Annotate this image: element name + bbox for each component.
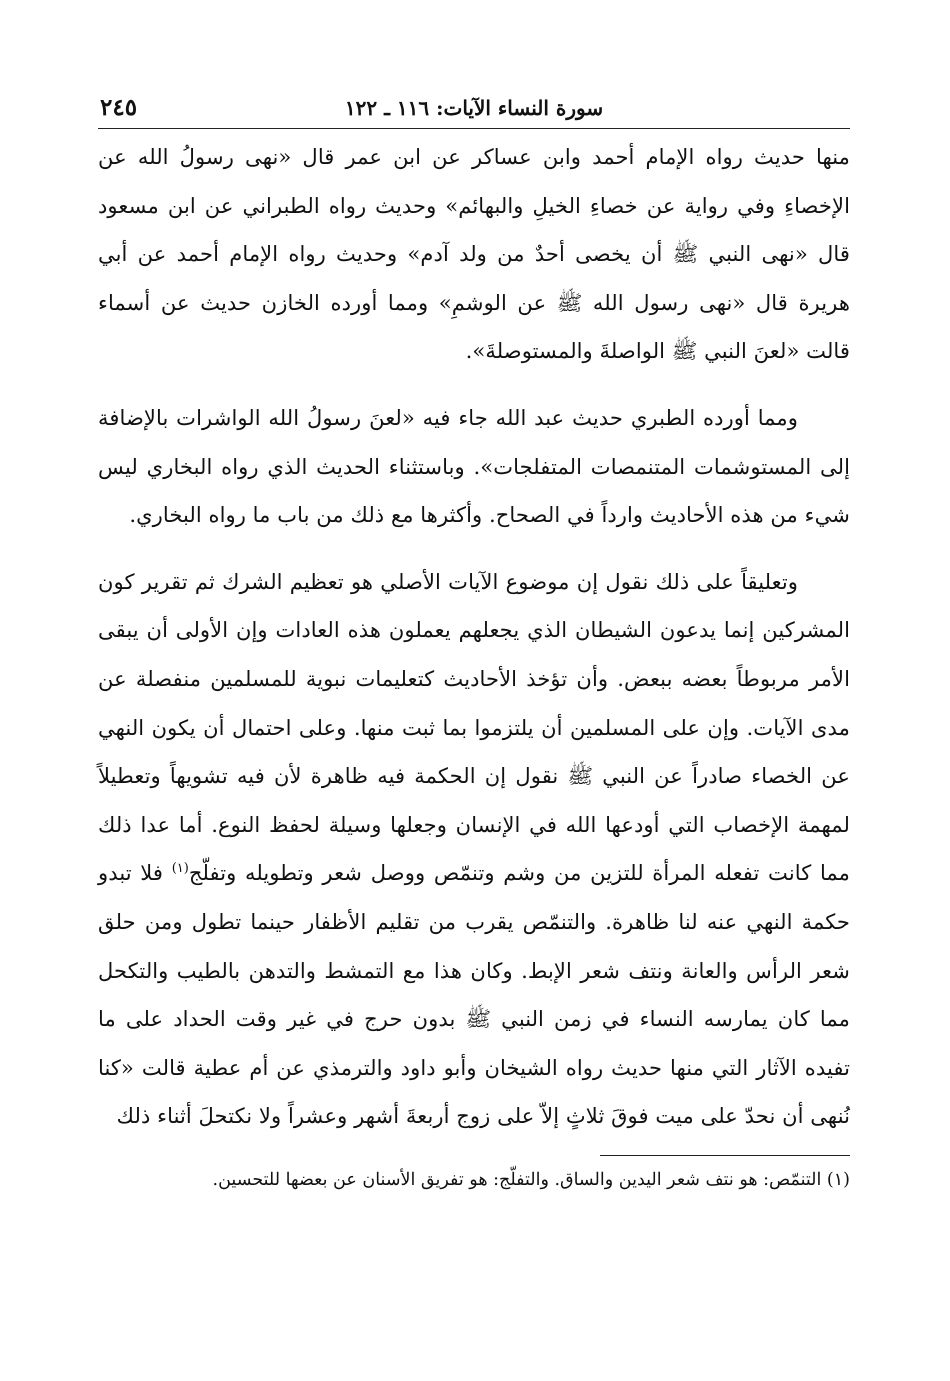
header-title: سورة النساء الآيات: ١١٦ ـ ١٢٢ bbox=[344, 96, 604, 120]
paragraph-1: منها حديث رواه الإمام أحمد وابن عساكر عن ابن عمر قال «نهى رسولُ الله عن الإخصاءِ وفي رواية عن خصاءِ الخيلِ والبهائم» وحديث رواه الطبراني عن ابن مسعود قال «نهى النبي ﷺ أن يخصى أحدٌ من ولد آدم» وحديث رواه الإمام أحمد عن أبي هريرة قال «نهى رسول الله ﷺ عن الوشمِ» ومما أورده الخازن حديث عن أسماء قالت «لعنَ النبي ﷺ الواصلةَ والمستوصلةَ». bbox=[98, 144, 850, 364]
page-number: ٢٤٥ bbox=[100, 94, 138, 121]
footnote-marker[interactable]: (١) bbox=[171, 861, 189, 877]
body-text bbox=[98, 133, 850, 1141]
footnote-divider bbox=[600, 1155, 850, 1156]
paragraph-3 bbox=[98, 558, 850, 1141]
footnote: (١) التنمّص: هو نتف شعر اليدين والساق. والتفلّج: هو تفريق الأسنان عن بعضها للتحسين. bbox=[212, 1169, 850, 1190]
running-header bbox=[98, 92, 850, 129]
paragraph-3-continuation: فلا تبدو حكمة النهي عنه لنا ظاهرة. والتنمّص يقرب من تقليم الأظفار حينما تطول ومن حلق شعر الرأس والعانة ونتف شعر الإبط. وكان هذا مع التمشط والتدهن بالطيب والتكحل مما كان يمارسه النساء في زمن النبي ﷺ بدون حرج في غير وقت الحداد على ما تفيده الآثار التي منها حديث رواه الشيخان وأبو داود والترمذي عن أم عطية قالت «كنا نُنهى أن نحدّ على ميت فوقَ ثلاثٍ إلاّ على زوج أربعةَ أشهر وعشراً ولا نكتحلَ أثناء ذلك bbox=[98, 860, 850, 1129]
book-page bbox=[98, 92, 850, 1194]
paragraph-3-text: وتعليقاً على ذلك نقول إن موضوع الآيات الأصلي هو تعظيم الشرك ثم تقرير كون المشركين إنما يدعون الشيطان الذي يجعلهم يعملون هذه العادات وإن الأولى أن يبقى الأمر مربوطاً بعضه ببعض. وأن تؤخذ الأحاديث كتعليمات نبوية للمسلمين منفصلة عن مدى الآيات. وإن على المسلمين أن يلتزموا بما ثبت منها. وعلى احتمال أن يكون النهي عن الخصاء صادراً عن النبي ﷺ نقول إن الحكمة فيه ظاهرة لأن فيه تشويهاً وتعطيلاً لمهمة الإخصاب التي أودعها الله في الإنسان وجعلها وسيلة لحفظ النوع. أما عدا ذلك مما كانت تفعله المرأة للتزين من وشم وتنمّص ووصل شعر وتطويله وتفلّج bbox=[98, 568, 850, 886]
paragraph-2: ومما أورده الطبري حديث عبد الله جاء فيه «لعنَ رسولُ الله الواشرات بالإضافة إلى المستوشمات المتنمصات المتفلجات». وباستثناء الحديث الذي رواه البخاري ليس شيء من هذه الأحاديث وارداً في الصحاح. وأكثرها مع ذلك من باب ما رواه البخاري. bbox=[98, 404, 850, 528]
